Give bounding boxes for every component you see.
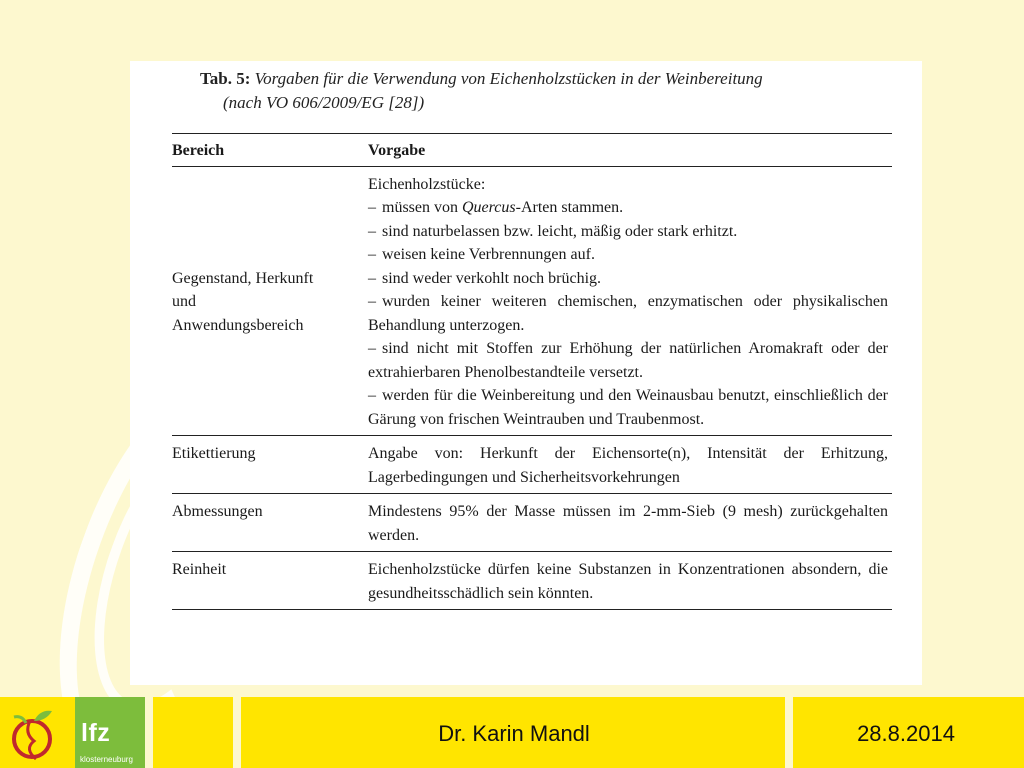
row-bereich: Etikettierung (172, 436, 368, 494)
header-bereich: Bereich (172, 134, 368, 167)
lfz-logo-subtext: klosterneuburg (80, 755, 133, 764)
row-bereich: Abmessungen (172, 494, 368, 552)
apple-leaf-icon (0, 697, 70, 768)
list-item: – werden für die Weinbereitung und den Weinausbau benutzt, einschließlich der Gärung von frischen Weintrauben und Traubenmost. (368, 387, 888, 428)
row-bereich (172, 166, 368, 436)
row-vorgabe (368, 166, 892, 436)
list-item: – sind weder verkohlt noch brüchig. (368, 269, 602, 287)
list-item: – wurden keiner weiteren chemischen, enzymatischen oder physikalischen Behandlung unterzogen. (368, 293, 888, 334)
table-row (172, 494, 892, 552)
bereich-line: Anwendungsbereich (172, 316, 304, 334)
table-image-panel (130, 61, 922, 685)
lfz-logo-text: lfz (81, 719, 111, 747)
row-vorgabe: Angabe von: Herkunft der Eichensorte(n), Intensität der Erhitzung, Lagerbedingungen und Sicherheitsvorkehrungen (368, 436, 892, 494)
caption-title: Vorgaben für die Verwendung von Eichenholzstücken in der Weinbereitung (254, 69, 763, 88)
bereich-line: Gegenstand, Herkunft (172, 269, 314, 287)
table-row (172, 166, 892, 436)
footer-divider (233, 697, 241, 768)
species-name: Quercus (462, 199, 516, 216)
caption-source: (nach VO 606/2009/EG [28]) (223, 93, 425, 112)
list-item: – müssen von Quercus-Arten stammen. (368, 199, 624, 216)
table-row (172, 552, 892, 610)
slide-footer (0, 697, 1024, 768)
table-header-row (172, 134, 892, 167)
row-bereich: Reinheit (172, 552, 368, 610)
row-vorgabe: Mindestens 95% der Masse müssen im 2-mm-Sieb (9 mesh) zurückgehalten werden. (368, 494, 892, 552)
footer-divider (785, 697, 793, 768)
header-vorgabe: Vorgabe (368, 134, 892, 167)
footer-divider (145, 697, 153, 768)
vorgabe-intro: Eichenholzstücke: (368, 175, 486, 193)
row-vorgabe: Eichenholzstücke dürfen keine Substanzen in Konzentrationen absondern, die gesundheitsschädlich sein könnten. (368, 552, 892, 610)
footer-date: 28.8.2014 (857, 721, 955, 746)
regulation-table (172, 133, 892, 610)
caption-label: Tab. 5: (200, 69, 251, 88)
bereich-line: und (172, 293, 196, 310)
list-item: – sind naturbelassen bzw. leicht, mäßig oder stark erhitzt. (368, 222, 738, 240)
table-row (172, 436, 892, 494)
institute-logo (0, 697, 70, 768)
lfz-logo (75, 697, 145, 768)
table-caption (200, 67, 763, 115)
footer-author: Dr. Karin Mandl (438, 721, 590, 746)
list-item: – sind nicht mit Stoffen zur Erhöhung der natürlichen Aromakraft oder der extrahierbaren Phenolbestandteile versetzt. (368, 340, 888, 381)
list-item: – weisen keine Verbrennungen auf. (368, 246, 595, 263)
